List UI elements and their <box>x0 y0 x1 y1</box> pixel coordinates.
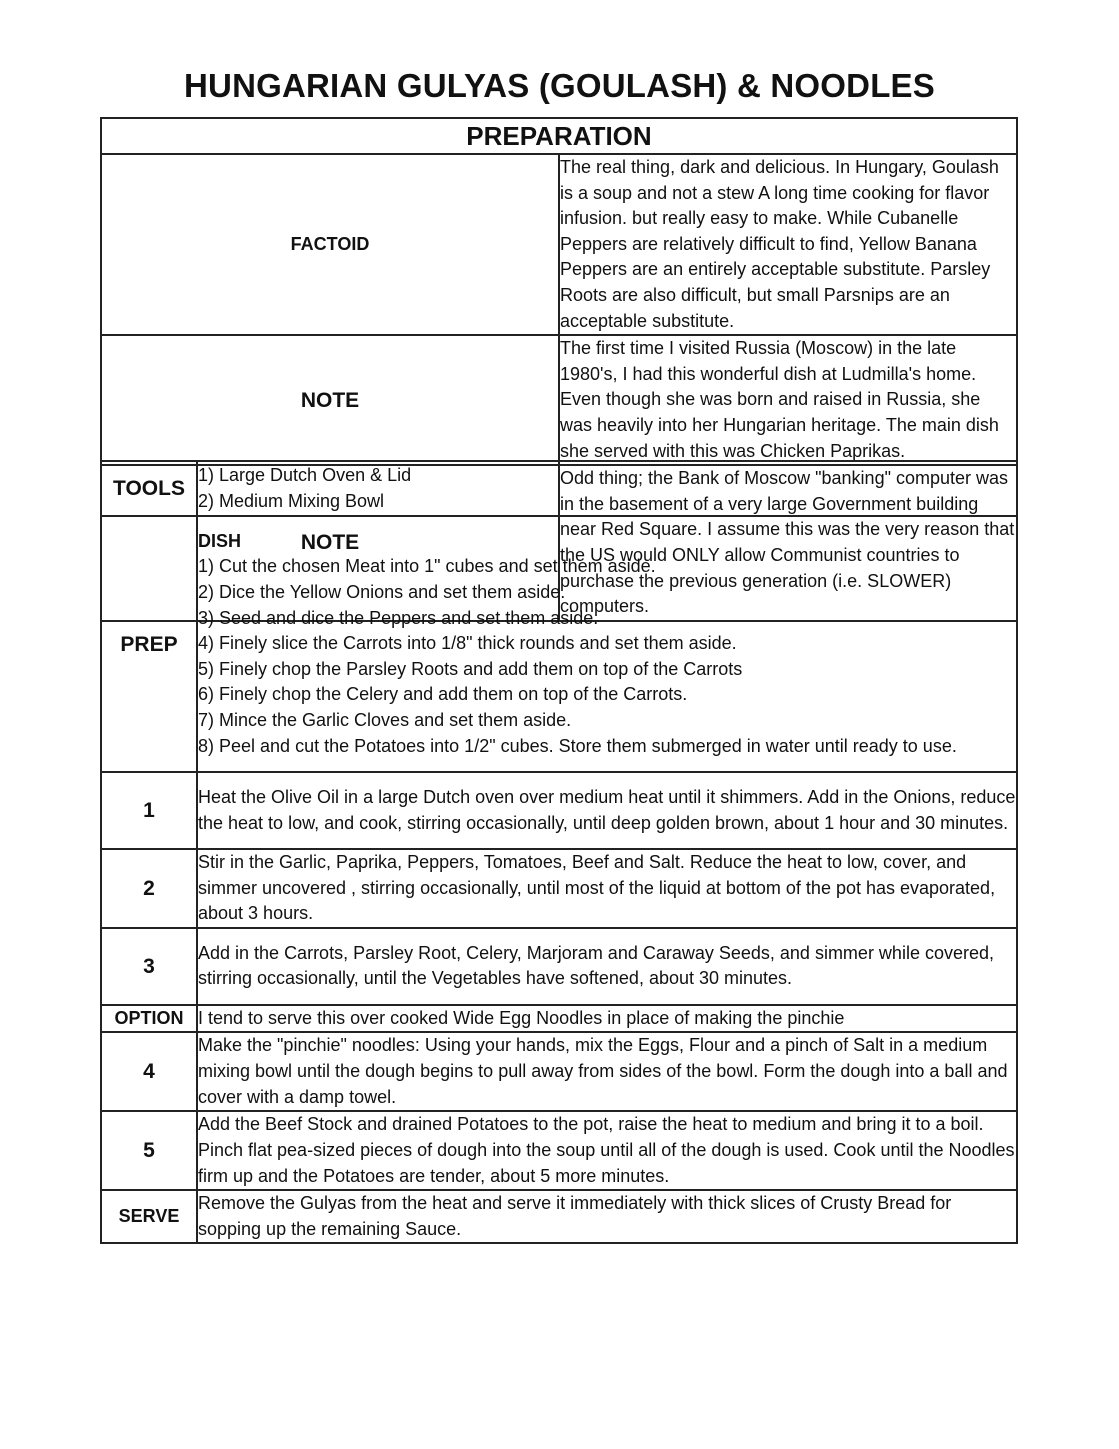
steps-table <box>100 460 1018 1244</box>
prep-item: 2) Dice the Yellow Onions and set them aside. <box>198 582 566 603</box>
prep-item: 1) Cut the chosen Meat into 1" cubes and set them aside. <box>198 556 656 577</box>
step-text: Make the "pinchie" noodles: Using your hands, mix the Eggs, Flour and a pinch of Salt in a medium mixing bowl until the dough begins to pull away from sides of the bowl. Form the dough into a ball and cover with a damp towel. <box>197 1032 1017 1111</box>
prep-item: 6) Finely chop the Celery and add them on top of the Carrots. <box>198 684 688 705</box>
note-label: NOTE <box>101 335 559 465</box>
prep-label: PREP <box>101 516 197 772</box>
note-text: The first time I visited Russia (Moscow) in the late 1980's, I had this wonderful dish at Ludmilla's home. Even though she was born and raised in Russia, she was heavily into her Hungarian heritage. The main dish she served with this was Chicken Paprikas. <box>559 335 1017 465</box>
factoid-text: The real thing, dark and delicious. In Hungary, Goulash is a soup and not a stew A long time cooking for flavor infusion. but really easy to make. While Cubanelle Peppers are relatively difficult to find, Yellow Banana Peppers are an entirely acceptable substitute. Parsley Roots are also difficult, but small Parsnips are an acceptable substitute. <box>559 154 1017 335</box>
step-text: Heat the Olive Oil in a large Dutch oven over medium heat until it shimmers. Add in the Onions, reduce the heat to low, and cook, stirring occasionally, until deep golden brown, about 1 hour and 30 minutes. <box>197 772 1017 849</box>
tools-label: TOOLS <box>101 461 197 516</box>
tools-list <box>197 461 1017 516</box>
step-label: 1 <box>101 772 197 849</box>
step-text: Add the Beef Stock and drained Potatoes to the pot, raise the heat to medium and bring it to a boil. Pinch flat pea-sized pieces of dough into the soup until all of the dough is used. Cook until the Noodles firm up and the Potatoes are tender, about 5 more minutes. <box>197 1111 1017 1190</box>
tools-item: 1) Large Dutch Oven & Lid <box>198 464 412 485</box>
note-text: Odd thing; the Bank of Moscow "banking" computer was in the basement of a very large Government building near Red Square. I assume this was the very reason that the US would ONLY allow Communist countries to purchase the previous generation (i.e. SLOWER) computers. <box>559 465 1017 621</box>
page-title: HUNGARIAN GULYAS (GOULASH) & NOODLES <box>184 67 935 104</box>
note-label: NOTE <box>101 465 559 621</box>
tools-item: 2) Medium Mixing Bowl <box>198 490 385 511</box>
step-label: 5 <box>101 1111 197 1190</box>
prep-item: 3) Seed and dice the Peppers and set them aside. <box>198 607 599 628</box>
step-text: Add in the Carrots, Parsley Root, Celery, Marjoram and Caraway Seeds, and simmer while covered, stirring occasionally, until the Vegetables have softened, about 30 minutes. <box>197 928 1017 1005</box>
option-label: OPTION <box>101 1005 197 1033</box>
prep-item: 5) Finely chop the Parsley Roots and add them on top of the Carrots <box>198 658 743 679</box>
option-text: I tend to serve this over cooked Wide Egg Noodles in place of making the pinchie <box>197 1005 1017 1033</box>
step-text: Stir in the Garlic, Paprika, Peppers, Tomatoes, Beef and Salt. Reduce the heat to low, cover, and simmer uncovered , stirring occasionally, until most of the liquid at bottom of the pot has evaporated, about 3 hours. <box>197 849 1017 928</box>
prep-item: 4) Finely slice the Carrots into 1/8" thick rounds and set them aside. <box>198 633 737 654</box>
step-label: 3 <box>101 928 197 1005</box>
prep-list <box>197 516 1017 772</box>
prep-item: 7) Mince the Garlic Cloves and set them aside. <box>198 709 572 730</box>
serve-text: Remove the Gulyas from the heat and serve it immediately with thick slices of Crusty Bread for sopping up the remaining Sauce. <box>197 1190 1017 1243</box>
factoid-label: FACTOID <box>101 154 559 335</box>
serve-label: SERVE <box>101 1190 197 1243</box>
prep-heading: DISH <box>198 530 242 551</box>
step-label: 4 <box>101 1032 197 1111</box>
step-label: 2 <box>101 849 197 928</box>
prep-item: 8) Peel and cut the Potatoes into 1/2" cubes. Store them submerged in water until ready to use. <box>198 735 957 756</box>
preparation-header: PREPARATION <box>101 118 1017 154</box>
